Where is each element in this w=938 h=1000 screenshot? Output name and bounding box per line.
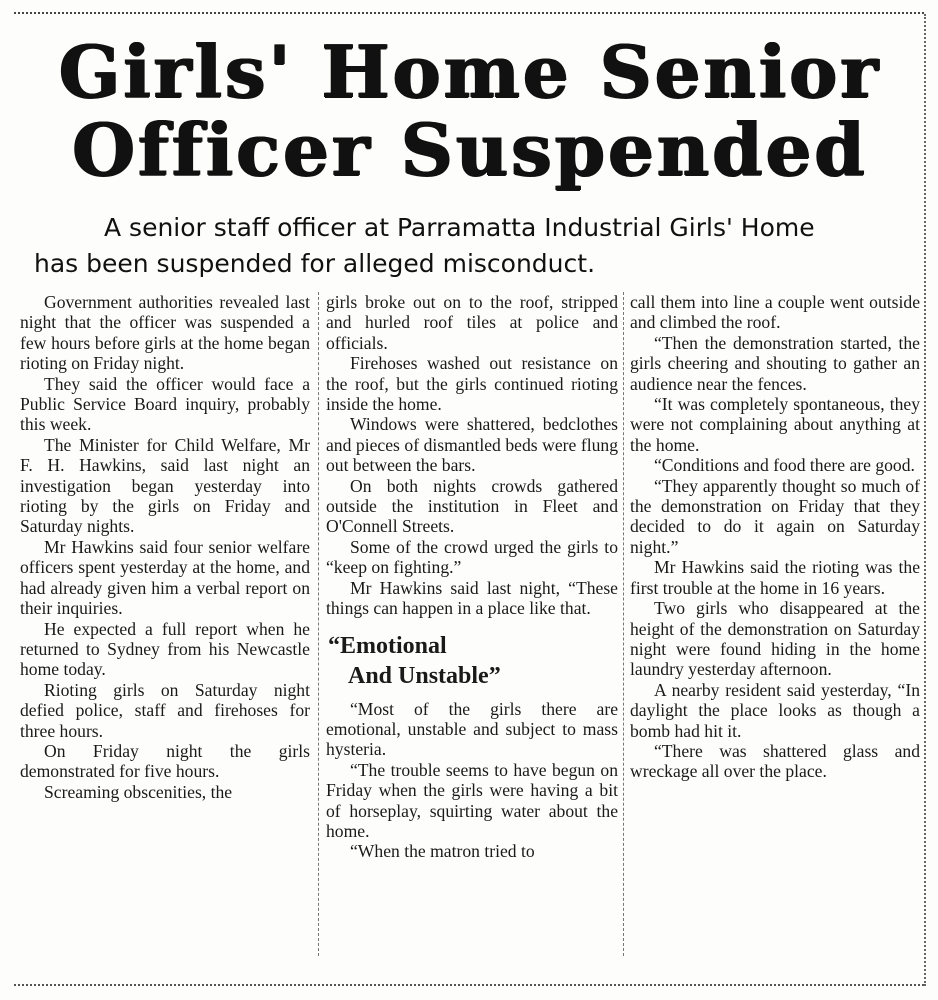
paragraph: Two girls who disappeared at the height of the demonstration on Saturday night were found hiding in the home laundry yesterday afternoon. [630,598,920,680]
paragraph: On both nights crowds gathered outside the institution in Fleet and O'Connell Streets. [326,475,618,537]
paragraph: They said the officer would face a Public Service Board inquiry, probably this week. [20,373,310,435]
paragraph: “The trouble seems to have begun on Friday when the girls were having a bit of horseplay, squirting water about the home. [326,759,618,841]
paragraph: call them into line a couple went outside and climbed the roof. [630,292,920,333]
paragraph: “Then the demonstration started, the girls cheering and shouting to gather an audience near the fences. [630,332,920,394]
paragraph: “Most of the girls there are emotional, unstable and subject to mass hysteria. [326,698,618,760]
top-dotted-rule [14,12,924,14]
crosshead-line-1: “Emotional [328,632,447,659]
paragraph: “When the matron tried to [350,841,535,862]
paragraph: The Minister for Child Welfare, Mr F. H. Hawkins, said last night an investigation began yesterday into rioting by the girls on Friday and Saturday nights. [20,434,310,537]
paragraph: girls broke out on to the roof, stripped and hurled roof tiles at police and officials. [326,292,618,353]
article-column-1 [20,292,310,802]
paragraph: “Conditions and food there are good. [654,455,915,476]
standfirst-line-1: A senior staff officer at Parramatta Industrial Girls' Home [104,213,815,242]
crosshead [326,631,618,691]
paragraph: Windows were shattered, bedclothes and pieces of dismantled beds were flung out between the bars. [326,414,618,476]
paragraph: Rioting girls on Saturday night defied police, staff and firehoses for three hours. [20,679,310,741]
headline-line-2: Officer Suspended [72,107,868,192]
paragraph: Mr Hawkins said the rioting was the first trouble at the home in 16 years. [630,557,920,598]
right-dotted-rule [924,14,926,986]
column-divider-1 [318,292,319,956]
paragraph: “It was completely spontaneous, they were not complaining about anything at the home. [630,394,920,455]
paragraph: Some of the crowd urged the girls to “keep on fighting.” [326,536,618,578]
headline-line-1: Girls' Home Senior [58,29,882,114]
paragraph: He expected a full report when he returned to Sydney from his Newcastle home today. [20,618,310,680]
paragraph: Mr Hawkins said last night, “These things can happen in a place like that. [326,577,618,619]
paragraph: “They apparently thought so much of the demonstration on Friday that they decided to do it again on Saturday night.” [630,475,920,557]
paragraph: Mr Hawkins said four senior welfare officers spent yesterday at the home, and had already given him a verbal report on their inquiries. [20,536,310,619]
paragraph: “There was shattered glass and wreckage all over the place. [630,740,920,782]
crosshead-line-2: And Unstable” [348,662,501,689]
article-column-2 [326,292,618,862]
column-divider-2 [623,292,624,956]
paragraph: On Friday night the girls demonstrated for five hours. [20,740,310,782]
paragraph: Screaming obscenities, the [44,781,233,802]
article-column-3 [630,292,920,782]
standfirst-line-2: has been suspended for alleged misconduct. [34,249,596,278]
paragraph: Government authorities revealed last night that the officer was suspended a few hours before girls at the home began rioting on Friday night. [20,292,310,374]
paragraph: A nearby resident said yesterday, “In daylight the place looks as though a bomb had hit it. [630,679,920,741]
bottom-dotted-rule [14,984,924,986]
paragraph: Firehoses washed out resistance on the roof, but the girls continued rioting inside the home. [326,353,618,415]
